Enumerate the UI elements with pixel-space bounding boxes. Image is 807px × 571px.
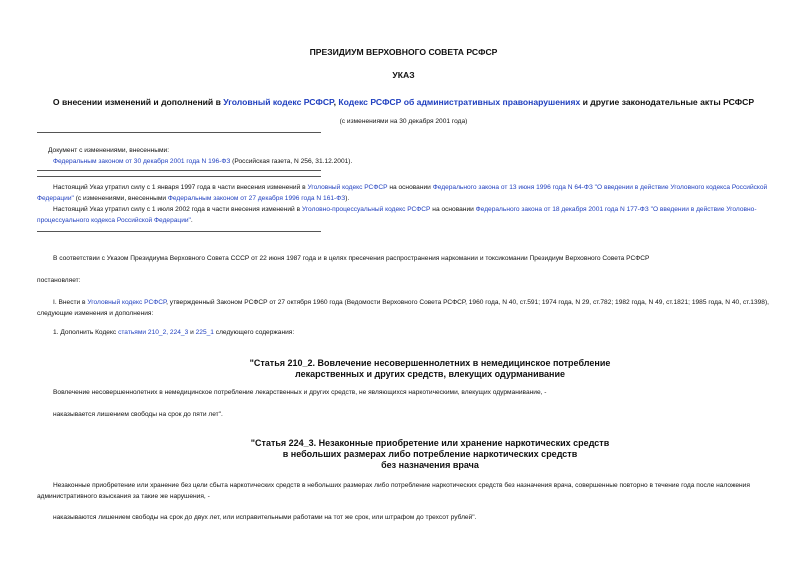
text: и [188, 329, 196, 336]
link-law-196-fz[interactable]: Федеральным законом от 30 декабря 2001 года N 196-ФЗ [53, 158, 231, 165]
preamble: В соответствии с Указом Президиума Верховного Совета СССР от 22 июня 1987 года и в целях пресечения распространения наркомании и токсикомании Президиум Верховного Совета РСФСР [53, 255, 650, 262]
link-criminal-code[interactable]: Уголовный кодекс РСФСР [223, 97, 334, 107]
title-part-1: О внесении изменений и дополнений в [52, 97, 224, 107]
heading-line: лекарственных и других средств, влекущих одурманивание [294, 369, 565, 379]
text: . [190, 217, 193, 224]
link-criminal-code[interactable]: Уголовный кодекс РСФСР [87, 299, 167, 306]
divider [37, 132, 321, 133]
text: на основании [387, 184, 433, 191]
text: I. Внести в [53, 299, 88, 306]
validity-note-1 [37, 182, 772, 204]
changes-source: (Российская газета, N 256, 31.12.2001). [230, 158, 353, 165]
text: Настоящий Указ утратил силу с 1 июля 2002 года в части внесения изменений в [53, 206, 302, 213]
decrees: постановляет: [37, 277, 81, 284]
changes-heading: Документ с изменениями, внесенными: [48, 147, 170, 154]
article-224-3-heading [150, 438, 710, 471]
text: следующего содержания: [213, 329, 295, 336]
revision-note: (с изменениями на 30 декабря 2001 года) [339, 118, 468, 125]
link-law-161-fz[interactable]: Федеральным законом от 27 декабря 1996 года N 161-ФЗ [167, 195, 346, 202]
article-224-3-penalty: наказываются лишением свободы на срок до двух лет, или исправительными работами на тот же срок, или штрафом до трехсот рублей". [53, 514, 477, 521]
document-type: УКАЗ [392, 70, 415, 80]
validity-note-2 [37, 204, 772, 226]
article-210-2-penalty: наказывается лишением свободы на срок до пяти лет". [53, 411, 223, 418]
text: на основании [430, 206, 476, 213]
text: , утвержденный Законом РСФСР от 27 октября 1960 года (Ведомости Верховного Совета РСФСР, 1960 года, N 40, ст.591; 1974 года, N 29, ст.782; 1982 года, N 49, ст.1821; 1985 года, N 40, ст.1398), следующие изменения и дополнения: [37, 299, 769, 317]
divider [37, 170, 321, 171]
article-224-3-text: Незаконные приобретение или хранение без цели сбыта наркотических средств в небольших размерах либо потребление наркотических средств без назначения врача, совершенные повторно в течение года после наложения административного взыскания за такие же нарушения, - [37, 482, 750, 500]
issuer-heading: ПРЕЗИДИУМ ВЕРХОВНОГО СОВЕТА РСФСР [309, 47, 498, 57]
link-article-225-1[interactable]: 225_1 [195, 329, 214, 336]
item-1 [37, 327, 772, 338]
heading-line: "Статья 224_3. Незаконные приобретение или хранение наркотических средств [250, 438, 610, 448]
heading-line: "Статья 210_2. Вовлечение несовершеннолетних в немедицинское потребление [249, 358, 611, 368]
text: 1. Дополнить Кодекс [53, 329, 119, 336]
article-210-2-text: Вовлечение несовершеннолетних в немедицинское потребление лекарственных и других средств, не являющихся наркотическими, влекущих одурманивание, - [53, 389, 547, 396]
link-criminal-code[interactable]: Уголовный кодекс РСФСР [307, 184, 388, 191]
document-title [0, 97, 807, 107]
divider [37, 176, 321, 177]
link-law-177-fz[interactable]: Федерального закона от 18 декабря 2001 года N 177-ФЗ "О введении в действие Уголовно-процессуального кодекса Российской Федерации" [37, 206, 757, 224]
text: Настоящий Указ утратил силу с 1 января 1997 года в части внесения изменений в [53, 184, 308, 191]
link-admin-offences-code[interactable]: Кодекс РСФСР об административных правонарушениях [338, 97, 581, 107]
title-part-2: и другие законодательные акты РСФСР [580, 97, 755, 107]
link-law-64-fz[interactable]: Федерального закона от 13 июня 1996 года N 64-ФЗ "О введении в действие Уголовного кодекса Российской Федерации" [37, 184, 768, 202]
text: (с изменениями, внесенными [73, 195, 168, 202]
link-criminal-procedure-code[interactable]: Уголовно-процессуальный кодекс РСФСР [301, 206, 431, 213]
link-articles[interactable]: статьями 210_2, 224_3 [118, 329, 189, 336]
title-separator: , [333, 97, 339, 107]
heading-line: в небольших размерах либо потребление наркотических средств [282, 449, 578, 459]
heading-line: без назначения врача [381, 460, 479, 470]
text: ). [345, 195, 350, 202]
divider [37, 231, 321, 232]
changes-entry [53, 156, 352, 167]
section-1 [37, 297, 772, 319]
article-210-2-heading [150, 358, 710, 380]
